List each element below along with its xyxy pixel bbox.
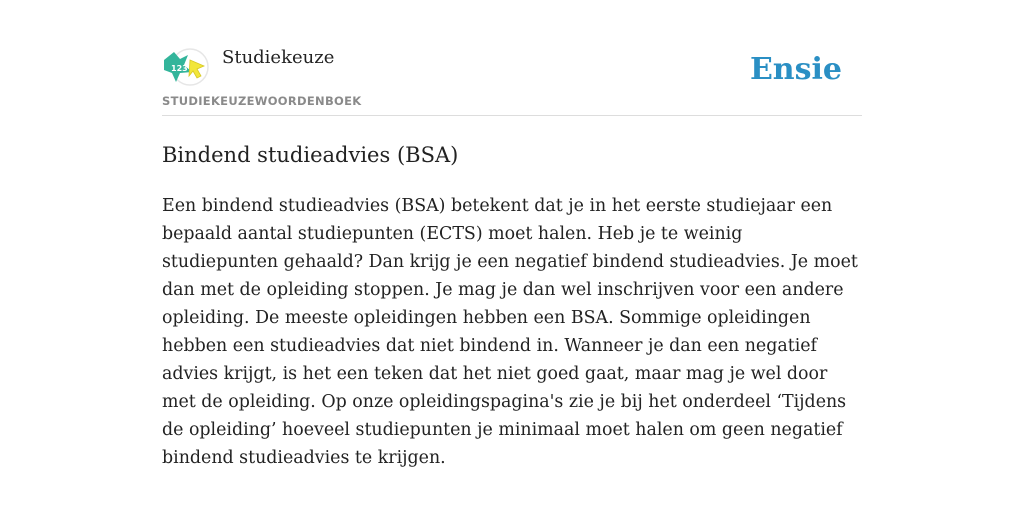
studiekeuze123-logo-icon[interactable] — [162, 46, 210, 86]
entry-card — [162, 40, 862, 472]
ensie-brand-logo[interactable]: Ensie — [749, 52, 842, 87]
entry-title: Bindend studieadvies (BSA) — [162, 143, 459, 167]
entry-definition: Een bindend studieadvies (BSA) betekent dat je in het eerste studiejaar een bepaald aantal studiepunten (ECTS) moet halen. Heb je te weinig studiepunten gehaald? Dan krijg je een negatief bindend studieadvies. Je moet dan met de opleiding stoppen. Je mag je dan wel inschrijven voor een andere opleiding. De meeste opleidingen hebben een BSA. Sommige opleidingen hebben een studieadvies dat niet bindend in. Wanneer je dan een negatief advies krijgt, is het een teken dat het niet goed gaat, maar mag je wel door met de opleiding. Op onze opleidingspagina's zie je bij het onderdeel ‘Tijdens de opleiding’ hoeveel studiepunten je minimaal moet halen om geen negatief bindend studieadvies te krijgen. — [162, 196, 858, 468]
entry-header — [162, 40, 862, 116]
svg-text:123: 123 — [171, 64, 188, 73]
dictionary-label: STUDIEKEUZEWOORDENBOEK — [162, 94, 362, 108]
site-name[interactable]: Studiekeuze — [222, 47, 335, 68]
